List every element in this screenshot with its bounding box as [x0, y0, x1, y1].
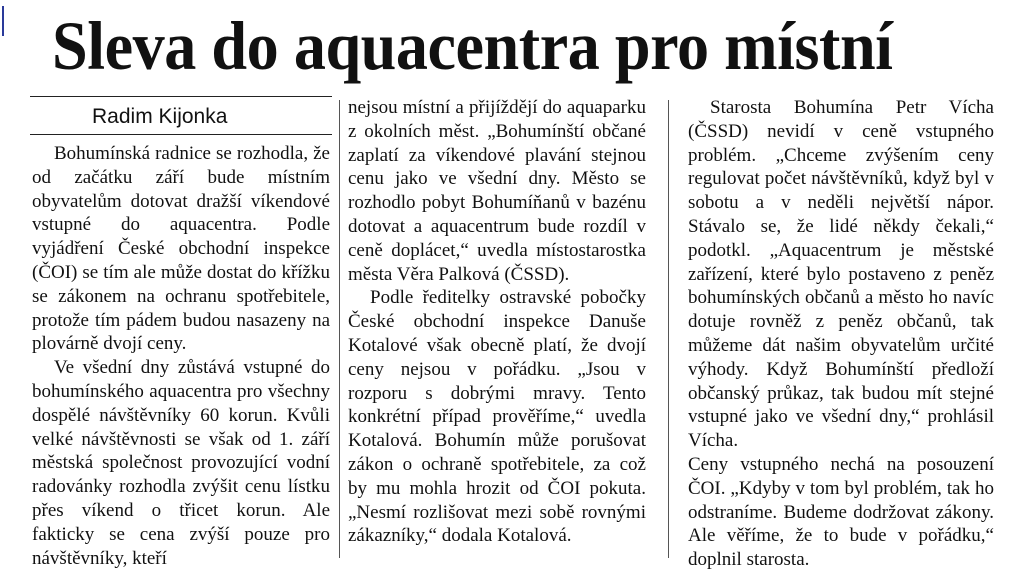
paragraph: Ceny vstupného nechá na posouzení ČOI. „Kdyby v tom byl problém, tak ho odstraníme. Budeme dodržovat zákony. Ale věříme, že to bude v pořádku,“ doplnil starosta. [688, 453, 994, 571]
byline-rule-top [30, 96, 332, 97]
article-column-2 [348, 96, 646, 548]
byline: Radim Kijonka [92, 105, 228, 128]
article-column-3 [688, 96, 994, 572]
byline-rule-bottom [30, 134, 332, 135]
paragraph: Podle ředitelky ostravské pobočky České obchodní inspekce Danuše Kotalové však obecně platí, že dvojí ceny nejsou v pořádku. „Jsou v rozporu s dobrými mravy. Tento konkrétní případ prověříme,“ uvedla Kotalová. Bohumín může porušovat zákon o ochraně spotřebitele, za což by mu mohla hrozit od ČOI pokuta. „Nesmí rozlišovat mezi sobě rovnými zákazníky,“ dodala Kotalová. [348, 287, 646, 547]
paragraph: Bohumínská radnice se rozhodla, že od začátku září bude místním obyvatelům dotovat dražší víkendové vstupné do aquacentra. Podle vyjádření České obchodní inspekce (ČOI) se tím ale může dostat do křížku se zákonem na ochranu spotřebitele, protože tím pádem budou nasazeny na plovárně dvojí ceny. [32, 143, 330, 355]
headline: Sleva do aquacentra pro místní [52, 8, 893, 84]
paragraph: Starosta Bohumína Petr Vícha (ČSSD) nevidí v ceně vstupného problém. „Chceme zvýšením ceny regulovat počet návštěvníků, když byl v sobotu a v neděli největší nápor. Stávalo se, že lidé někdy čekali,“ podotkl. „Aquacentrum je městské zařízení, které bylo postaveno z peněz bohumínských občanů a město ho navíc dotuje rovněž z peněz občanů, tak můžeme dát našim obyvatelům určité výhody. Když Bohumínští předloží občanský průkaz, tak budou mít stejné vstupné jako ve všední dny,“ prohlásil Vícha. [688, 97, 994, 452]
paragraph: Ve všední dny zůstává vstupné do bohumínského aquacentra pro všechny dospělé návštěvníky 60 korun. Kvůli velké návštěvnosti se však od 1. září městská společnost provozující vodní radovánky rozhodla zvýšit cenu lístku přes víkend o třicet korun. Ale fakticky se cena zvýší pouze pro návštěvníky, kteří [32, 357, 330, 569]
column-divider [339, 100, 340, 558]
paragraph: nejsou místní a přijíždějí do aquaparku z okolních měst. „Bohumínští občané zaplatí za víkendové plavání stejnou cenu jako ve všední dny. Město se rozhodlo pobyt Bohumíňanů v bazénu dotovat a aquacentrum bude rozdíl v ceně doplácet,“ uvedla místostarostka města Věra Palková (ČSSD). [348, 97, 646, 285]
scan-edge-mark [2, 6, 4, 36]
article-column-1 [32, 142, 330, 570]
column-divider [668, 100, 669, 558]
